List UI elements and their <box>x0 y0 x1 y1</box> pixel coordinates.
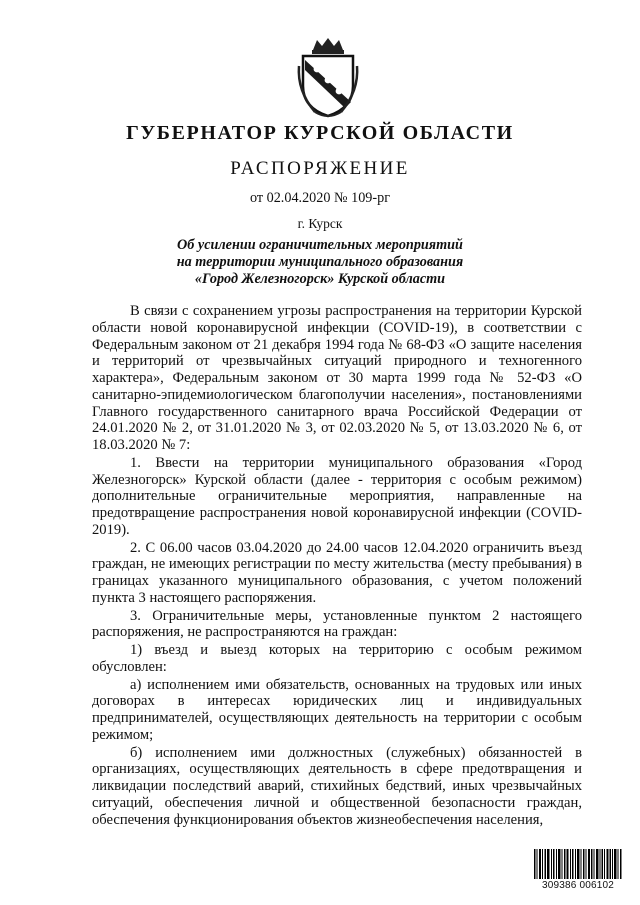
barcode-number: 309386 006102 <box>541 880 615 891</box>
clause-3-1: 1) въезд и выезд которых на территорию с особым режимом обусловлен: <box>92 642 582 675</box>
document-subject <box>0 237 640 288</box>
clause-2: 2. С 06.00 часов 03.04.2020 до 24.00 часов 12.04.2020 ограничить въезд граждан, не имеющих регистрации по месту жительства (месту пребывания) в границах указанного муниципального образования, с учетом положений пункта 3 настоящего распоряжения. <box>92 539 582 606</box>
document-type: РАСПОРЯЖЕНИЕ <box>230 158 410 179</box>
clause-1: 1. Ввести на территории муниципального образования «Город Железногорск» Курской области (далее - территория с особым режимом) дополнительные ограничительные мероприятия, направленные на предотвращение распространения новой коронавирусной инфекции (COVID-2019). <box>92 454 582 538</box>
preamble-paragraph: В связи с сохранением угрозы распространения на территории Курской области новой коронавирусной инфекции (COVID-19), в соответствии с Федеральным законом от 21 декабря 1994 года № 68-ФЗ «О защите населения и территорий от чрезвычайных ситуаций природного и техногенного характера», Федеральным законом от 30 марта 1999 года № 52-ФЗ «О санитарно-эпидемиологическом благополучии населения», постановлениями Главного государственного санитарного врача Российской Федерации от 24.01.2020 № 2, от 31.01.2020 № 3, от 02.03.2020 № 5, от 13.03.2020 № 6, от 18.03.2020 № 7: <box>92 303 582 453</box>
barcode-bars-icon <box>534 849 622 879</box>
document-body <box>92 303 582 829</box>
subject-line: «Город Железногорск» Курской области <box>194 271 446 287</box>
clause-3-1-a: а) исполнением ими обязательств, основанных на трудовых или иных договорах в интересах юридических лиц и индивидуальных предпринимателей, осуществляющих деятельность на территории с особым режимом; <box>92 676 582 743</box>
date-number: от 02.04.2020 № 109-рг <box>249 190 391 206</box>
subject-line: Об усилении ограничительных мероприятий <box>177 237 463 253</box>
authority-title: ГУБЕРНАТОР КУРСКОЙ ОБЛАСТИ <box>126 122 514 144</box>
clause-3: 3. Ограничительные меры, установленные пунктом 2 настоящего распоряжения, не распространяются на граждан: <box>92 607 582 641</box>
clause-3-1-b: б) исполнением ими должностных (служебных) обязанностей в организациях, осуществляющих деятельность в сфере предотвращения и ликвидации последствий аварий, стихийных бедствий, иных чрезвычайных ситуаций, обеспечения личной и общественной безопасности граждан, обеспечения функционирования объектов жизнеобеспечения населения, <box>92 744 582 828</box>
city: г. Курск <box>297 216 343 231</box>
coat-of-arms-icon <box>295 36 361 120</box>
barcode <box>530 849 626 893</box>
subject-line: на территории муниципального образования <box>176 254 464 270</box>
